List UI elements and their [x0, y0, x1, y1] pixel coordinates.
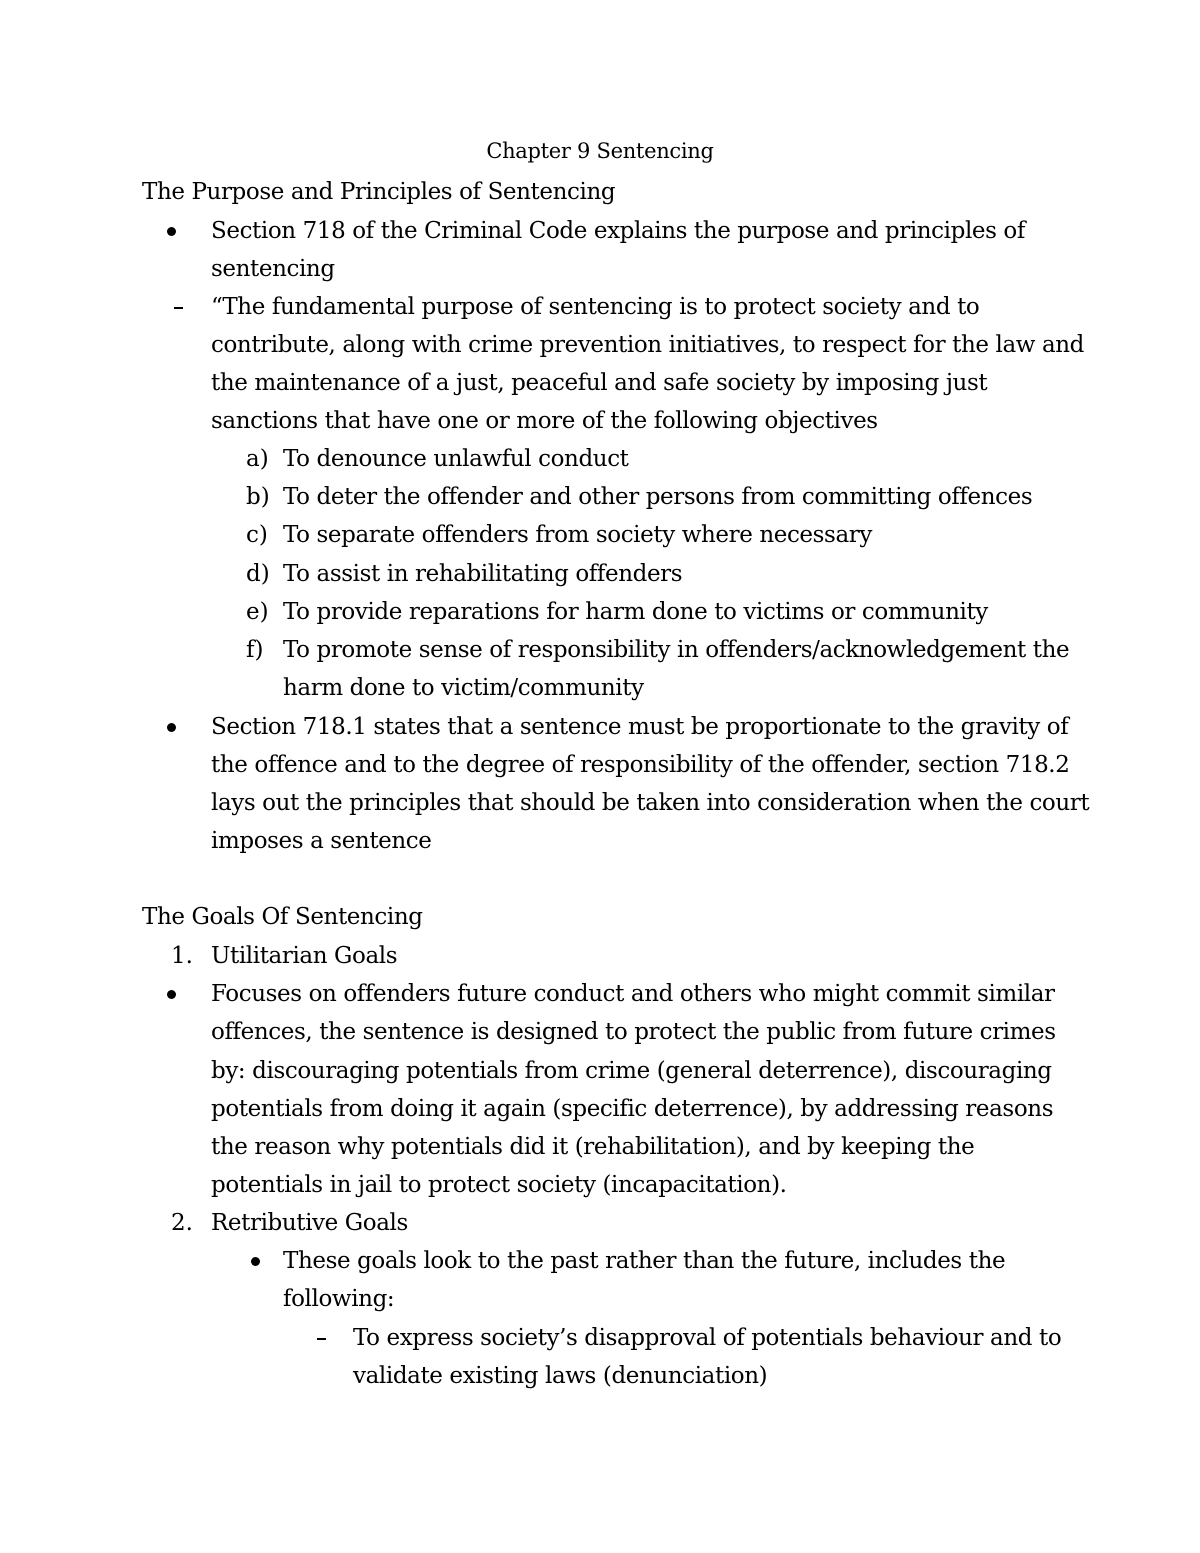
- bullet-text: lays out the principles that should be taken into consideration when the court: [211, 790, 1090, 816]
- quote-text: the maintenance of a just, peaceful and safe society by imposing just: [211, 370, 988, 396]
- bullet-text: Focuses on offenders future conduct and others who might commit similar: [211, 981, 1055, 1007]
- list-marker: a): [246, 446, 269, 472]
- bullet-icon: [167, 990, 176, 999]
- bullet-text: the offence and to the degree of responsibility of the offender, section 718.2: [211, 752, 1070, 778]
- list-marker: d): [246, 561, 270, 587]
- bullet-text: by: discouraging potentials from crime (general deterrence), discouraging: [211, 1058, 1052, 1084]
- quote-text: sanctions that have one or more of the following objectives: [211, 408, 878, 434]
- list-marker: 1.: [171, 943, 193, 969]
- bullet-icon: [167, 227, 176, 236]
- list-marker: 2.: [171, 1210, 193, 1236]
- objective-text: To denounce unlawful conduct: [283, 446, 629, 472]
- dash-text: validate existing laws (denunciation): [353, 1363, 768, 1389]
- dash-icon: [174, 307, 183, 309]
- dash-icon: [317, 1338, 326, 1340]
- bullet-text: These goals look to the past rather than the future, includes the: [283, 1248, 1006, 1274]
- quote-text: contribute, along with crime prevention initiatives, to respect for the law and: [211, 332, 1085, 358]
- bullet-text: the reason why potentials did it (rehabilitation), and by keeping the: [211, 1134, 975, 1160]
- bullet-text: Section 718.1 states that a sentence must be proportionate to the gravity of: [211, 714, 1069, 740]
- bullet-text: sentencing: [211, 256, 335, 282]
- bullet-text: Section 718 of the Criminal Code explains the purpose and principles of: [211, 218, 1025, 244]
- list-marker: c): [246, 522, 268, 548]
- dash-text: To express society’s disapproval of potentials behaviour and to: [353, 1325, 1062, 1351]
- objective-text: To promote sense of responsibility in offenders/acknowledgement the: [283, 637, 1070, 663]
- list-marker: f): [246, 637, 264, 663]
- section-heading-purpose: The Purpose and Principles of Sentencing: [142, 179, 616, 205]
- objective-text: To separate offenders from society where necessary: [283, 522, 872, 548]
- quote-text: “The fundamental purpose of sentencing is to protect society and to: [211, 294, 980, 320]
- bullet-icon: [167, 723, 176, 732]
- section-heading-goals: The Goals Of Sentencing: [142, 904, 423, 930]
- objective-text: To provide reparations for harm done to victims or community: [283, 599, 988, 625]
- goal-label: Retributive Goals: [211, 1210, 408, 1236]
- bullet-text: offences, the sentence is designed to protect the public from future crimes: [211, 1019, 1056, 1045]
- page-title: Chapter 9 Sentencing: [486, 139, 714, 163]
- objective-text: To assist in rehabilitating offenders: [283, 561, 683, 587]
- list-marker: e): [246, 599, 269, 625]
- bullet-text: imposes a sentence: [211, 828, 432, 854]
- bullet-text: potentials from doing it again (specific deterrence), by addressing reasons: [211, 1096, 1054, 1122]
- bullet-text: following:: [283, 1286, 395, 1312]
- bullet-text: potentials in jail to protect society (incapacitation).: [211, 1172, 787, 1198]
- list-marker: b): [246, 484, 270, 510]
- objective-text: harm done to victim/community: [283, 675, 644, 701]
- objective-text: To deter the offender and other persons from committing offences: [283, 484, 1033, 510]
- goal-label: Utilitarian Goals: [211, 943, 398, 969]
- bullet-icon: [251, 1257, 260, 1266]
